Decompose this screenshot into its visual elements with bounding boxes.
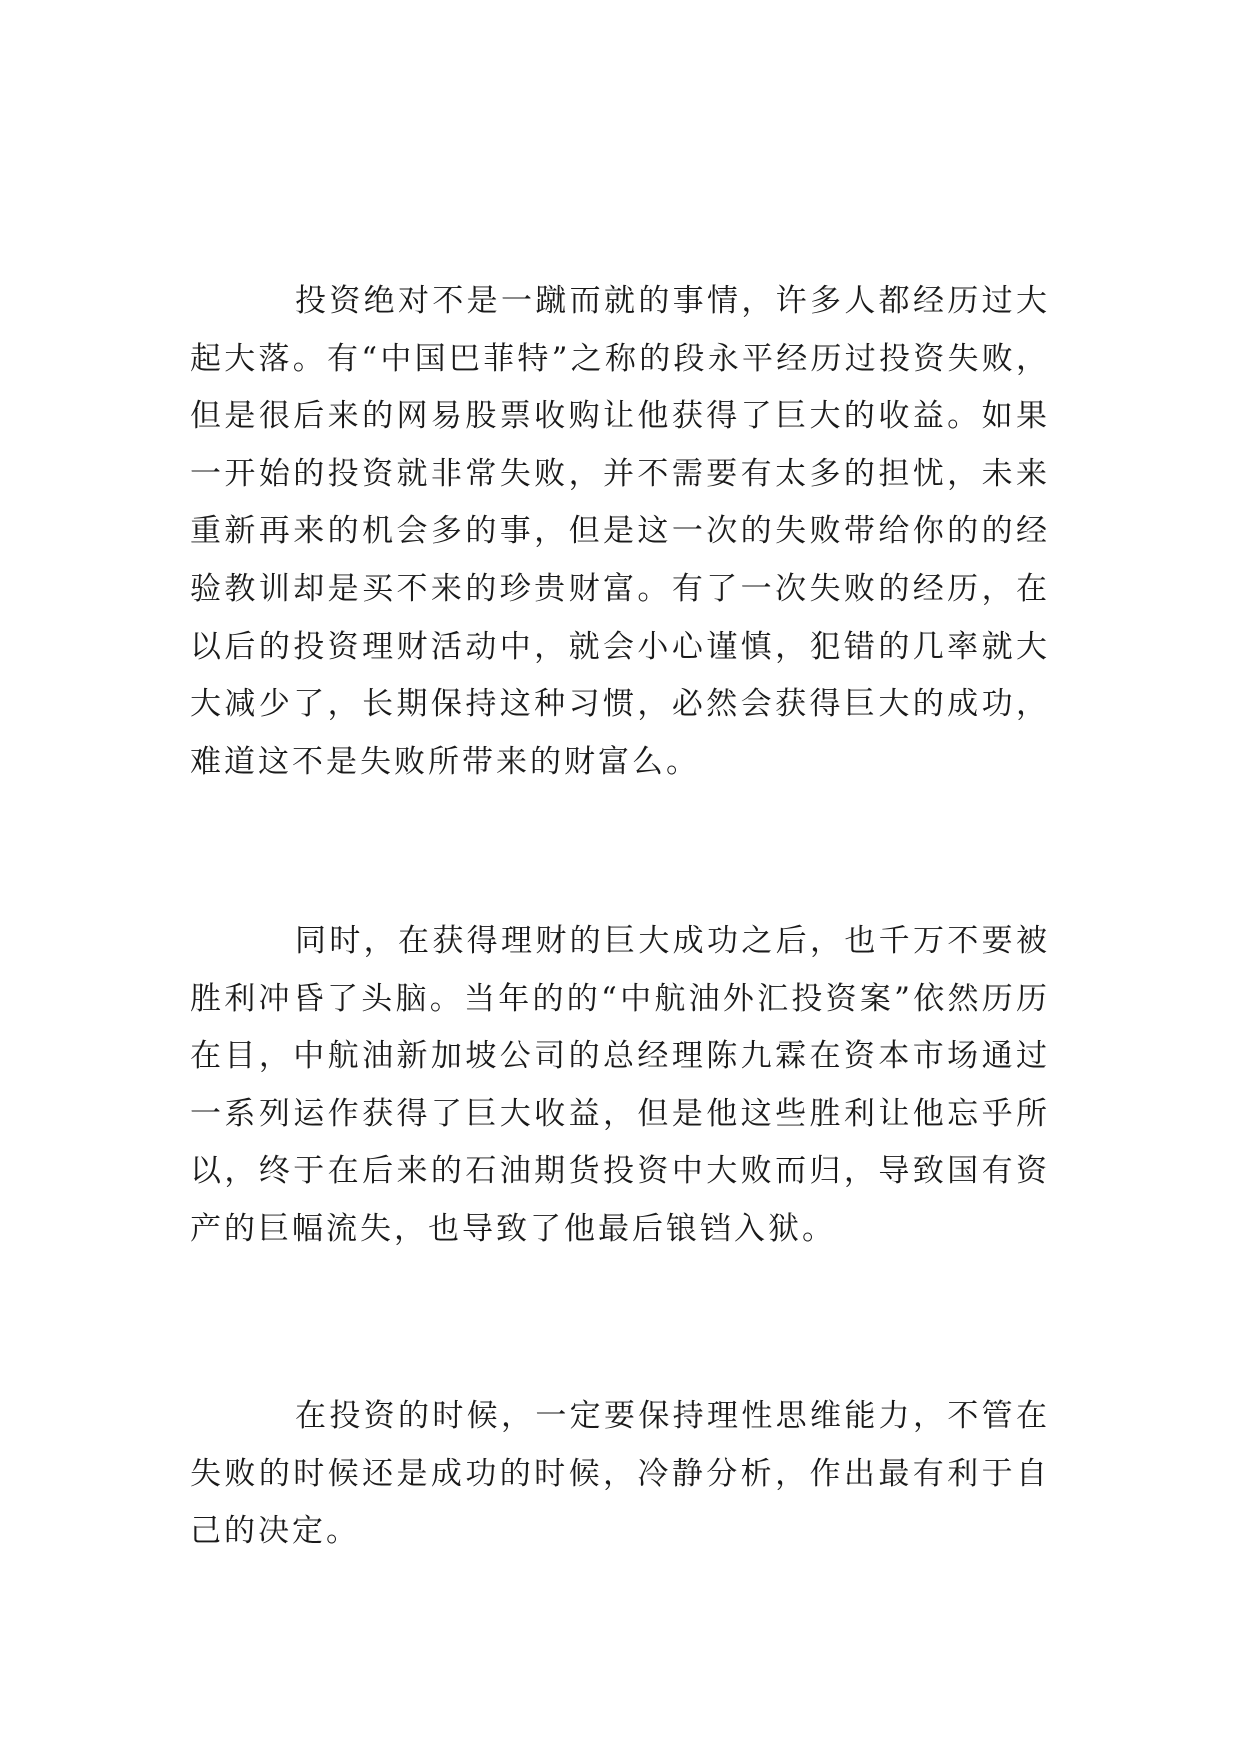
paragraph-2: 同时，在获得理财的巨大成功之后，也千万不要被胜利冲昏了头脑。当年的的“中航油外汇投资案”依然历历在目，中航油新加坡公司的总经理陈九霖在资本市场通过一系列运作获得了巨大收益，但是他这些胜利让他忘乎所以，终于在后来的石油期货投资中大败而归，导致国有资产的巨幅流失，也导致了他最后锒铛入狱。 (190, 923, 1050, 1247)
paragraph-3: 在投资的时候，一定要保持理性思维能力，不管在失败的时候还是成功的时候，冷静分析，作出最有利于自己的决定。 (190, 1398, 1050, 1550)
paragraph-1: 投资绝对不是一蹴而就的事情，许多人都经历过大起大落。有“中国巴菲特”之称的段永平经历过投资失败，但是很后来的网易股票收购让他获得了巨大的收益。如果一开始的投资就非常失败，并不需要有太多的担忧，未来重新再来的机会多的事，但是这一次的失败带给你的的经验教训却是买不来的珍贵财富。有了一次失败的经历，在以后的投资理财活动中，就会小心谨慎，犯错的几率就大大减少了，长期保持这种习惯，必然会获得巨大的成功，难道这不是失败所带来的财富么。 (190, 283, 1050, 780)
